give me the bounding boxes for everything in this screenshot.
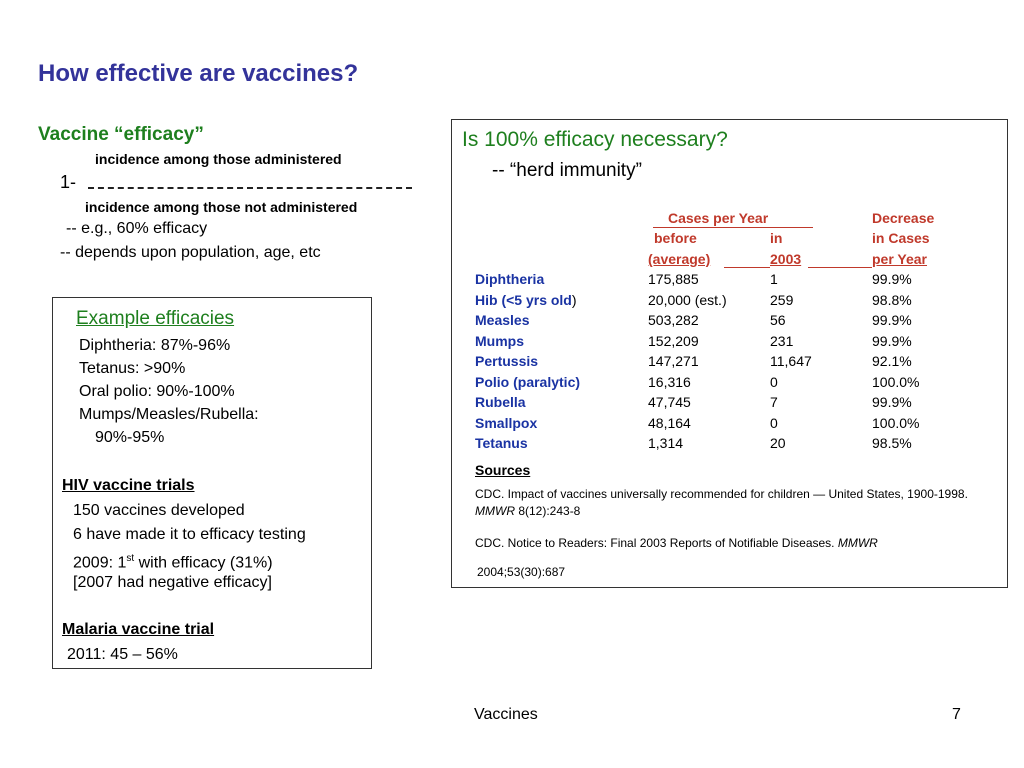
- source-2-text: CDC. Notice to Readers: Final 2003 Reports of Notifiable Diseases.: [475, 536, 838, 550]
- slide-title: How effective are vaccines?: [38, 60, 359, 87]
- cases-before: 503,282: [648, 312, 699, 328]
- source-2-cite: 2004;53(30):687: [477, 565, 566, 579]
- cases-2003: 231: [770, 333, 794, 349]
- example-item: 90%-95%: [95, 429, 165, 446]
- table-row: [452, 413, 1007, 433]
- herd-immunity-title: Is 100% efficacy necessary?: [462, 128, 728, 151]
- source-citation-1: [475, 486, 995, 520]
- disease-name: Hib (<5 yrs old: [475, 292, 572, 308]
- example-item: Tetanus: >90%: [79, 360, 186, 377]
- header-before: before: [654, 230, 697, 246]
- cases-before: 16,316: [648, 374, 691, 390]
- hiv-line-2009: [73, 549, 273, 573]
- cases-decrease: 100.0%: [872, 415, 920, 431]
- disease-name: Pertussis: [475, 353, 539, 369]
- cases-decrease: 98.8%: [872, 292, 912, 308]
- efficacy-heading: Vaccine “efficacy”: [38, 124, 204, 145]
- disease-suffix: ): [571, 292, 577, 308]
- source-1-text: CDC. Impact of vaccines universally recommended for children — United States, 1900-1998.: [475, 487, 968, 501]
- cases-2003: 0: [770, 415, 778, 431]
- table-row: [452, 290, 1007, 310]
- page-number: 7: [952, 706, 961, 723]
- cases-2003: 0: [770, 374, 778, 390]
- header-in: in: [770, 230, 783, 246]
- hiv-line: [2007 had negative efficacy]: [73, 574, 272, 591]
- cases-before: 47,745: [648, 394, 691, 410]
- header-decrease: Decrease: [872, 210, 935, 226]
- cases-2003: 1: [770, 271, 778, 287]
- disease-name: Mumps: [475, 333, 524, 349]
- cases-decrease: 100.0%: [872, 374, 920, 390]
- example-efficacies-box: [52, 297, 372, 669]
- cases-before: 20,000 (est.): [648, 292, 727, 308]
- disease-name: Smallpox: [475, 415, 538, 431]
- hiv-heading: HIV vaccine trials: [62, 477, 195, 494]
- cases-2003: 7: [770, 394, 778, 410]
- formula-denominator: incidence among those not administered: [85, 199, 358, 215]
- cases-decrease: 98.5%: [872, 435, 912, 451]
- cases-2003: 20: [770, 435, 786, 451]
- example-item: Diphtheria: 87%-96%: [79, 337, 231, 354]
- header-2003: 2003: [770, 251, 802, 267]
- table-row: [452, 331, 1007, 351]
- cases-decrease: 99.9%: [872, 394, 912, 410]
- efficacy-note: -- depends upon population, age, etc: [60, 244, 321, 261]
- source-1-cite: 8(12):243-8: [514, 504, 581, 518]
- example-efficacies-heading: Example efficacies: [76, 308, 235, 329]
- herd-immunity-subtitle: -- “herd immunity”: [492, 160, 642, 181]
- disease-name: Tetanus: [475, 435, 528, 451]
- table-row: [452, 392, 1007, 412]
- cases-decrease: 99.9%: [872, 271, 912, 287]
- table-row: [452, 310, 1007, 330]
- cases-decrease: 99.9%: [872, 333, 912, 349]
- header-in-cases: in Cases: [872, 230, 930, 246]
- table-row: [452, 269, 1007, 289]
- malaria-line: 2011: 45 – 56%: [67, 646, 178, 663]
- disease-name: Polio (paralytic): [475, 374, 581, 390]
- disease-name-hib: [475, 290, 577, 310]
- formula-one-minus: 1-: [60, 172, 77, 192]
- disease-name: Measles: [475, 312, 530, 328]
- disease-name: Diphtheria: [475, 271, 545, 287]
- header-cases-per-year: Cases per Year: [668, 210, 769, 226]
- sources-heading: Sources: [475, 462, 531, 478]
- cases-2003: 11,647: [770, 353, 812, 369]
- hiv-line: 150 vaccines developed: [73, 502, 245, 519]
- example-item: Oral polio: 90%-100%: [79, 383, 235, 400]
- hiv-2009-sup: st: [126, 553, 135, 564]
- header-underline: [808, 267, 872, 268]
- example-item: Mumps/Measles/Rubella:: [79, 406, 259, 423]
- formula-numerator: incidence among those administered: [95, 151, 342, 167]
- table-row: [452, 351, 1007, 371]
- source-1-journal: MMWR: [475, 504, 515, 518]
- cases-before: 175,885: [648, 271, 699, 287]
- cases-2003: 259: [770, 292, 794, 308]
- header-underline: [724, 267, 770, 268]
- hiv-line: 6 have made it to efficacy testing: [73, 526, 306, 543]
- fraction-line: [88, 187, 412, 189]
- cases-decrease: 99.9%: [872, 312, 912, 328]
- herd-immunity-box: [451, 119, 1008, 588]
- cases-before: 152,209: [648, 333, 699, 349]
- disease-name: Rubella: [475, 394, 526, 410]
- cases-before: 1,314: [648, 435, 684, 451]
- malaria-heading: Malaria vaccine trial: [62, 621, 215, 638]
- table-row: [452, 433, 1007, 453]
- cases-before: 147,271: [648, 353, 699, 369]
- hiv-2009-prefix: 2009: 1: [73, 554, 127, 572]
- footer-label: Vaccines: [474, 706, 538, 723]
- source-2-journal: MMWR: [837, 536, 878, 550]
- cases-2003: 56: [770, 312, 786, 328]
- cases-before: 48,164: [648, 415, 691, 431]
- header-average: (average): [648, 251, 711, 267]
- table-row: [452, 372, 1007, 392]
- source-citation-2: [475, 535, 995, 552]
- header-per-year: per Year: [872, 251, 928, 267]
- hiv-2009-rest: with efficacy (31%): [138, 554, 273, 572]
- cases-decrease: 92.1%: [872, 353, 912, 369]
- efficacy-example: -- e.g., 60% efficacy: [66, 220, 208, 237]
